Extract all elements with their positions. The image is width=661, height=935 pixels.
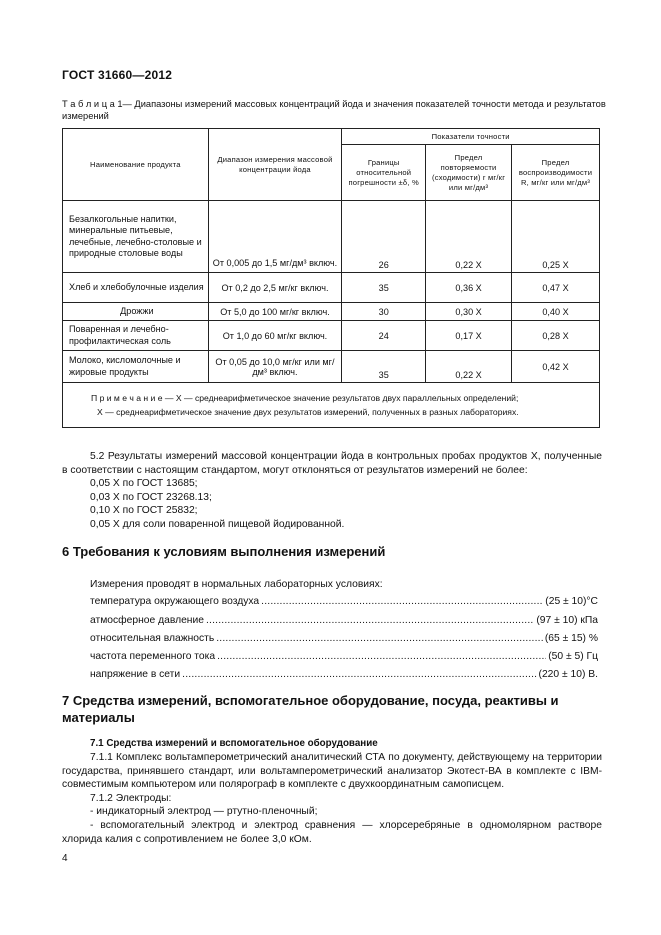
cell-range: От 1,0 до 60 мг/кг включ. xyxy=(208,321,342,351)
note-line-2: X — среднеарифметическое значение двух результатов измерений, полученных в разных лабораториях. xyxy=(97,407,519,417)
condition-label: атмосферное давление xyxy=(90,615,204,626)
condition-label: частота переменного тока xyxy=(90,651,216,662)
header-bounds: Границы относительной погрешности ±δ, % xyxy=(342,145,426,201)
cell-product: Молоко, кисломолочные и жировые продукты xyxy=(63,351,209,383)
section-7-heading: 7 Средства измерений, вспомогательное оборудование, посуда, реактивы и материалы xyxy=(62,693,559,725)
condition-row xyxy=(90,651,598,662)
cell-reproducibility: 0,40 X xyxy=(512,303,600,321)
cell-range: От 0,05 до 10,0 мг/кг или мг/дм³ включ. xyxy=(208,351,342,383)
header-reproducibility: Предел воспроизводимости R, мг/кг или мг/дм³ xyxy=(512,145,600,201)
cell-reproducibility: 0,25 X xyxy=(512,201,600,273)
table-row xyxy=(63,321,600,351)
cell-bounds: 26 xyxy=(342,201,426,273)
condition-row xyxy=(90,669,598,680)
cell-bounds: 24 xyxy=(342,321,426,351)
condition-value: (97 ± 10) кПа xyxy=(536,615,598,626)
cell-range: От 0,005 до 1,5 мг/дм³ включ. xyxy=(208,201,342,273)
header-product: Наименование продукта xyxy=(63,129,209,201)
paragraph-5-2: 5.2 Результаты измерений массовой концентрации йода в контрольных пробах продуктов X, полученные в соответствии с настоящим стандартом, могут отклоняться от результатов измерений не более: xyxy=(62,451,602,476)
condition-row xyxy=(90,633,598,644)
cell-reproducibility: 0,28 X xyxy=(512,321,600,351)
header-repeatability: Предел повторяемости (сходимости) r мг/кг или мг/дм³ xyxy=(426,145,512,201)
condition-value: (220 ± 10) В. xyxy=(538,669,598,680)
cell-product: Поваренная и лечебно-профилактическая соль xyxy=(63,321,209,351)
header-accuracy-group: Показатели точности xyxy=(342,129,600,145)
cell-repeatability: 0,17 X xyxy=(426,321,512,351)
cell-bounds: 35 xyxy=(342,273,426,303)
accuracy-table xyxy=(62,128,600,428)
cell-bounds: 30 xyxy=(342,303,426,321)
condition-row xyxy=(90,596,598,607)
list-item: - индикаторный электрод — ртутно-пленочный; xyxy=(90,806,318,817)
list-item: 0,03 X по ГОСТ 23268.13; xyxy=(90,492,212,503)
condition-value: (25 ± 10)°С xyxy=(545,596,598,607)
cell-product: Хлеб и хлебобулочные изделия xyxy=(63,273,209,303)
paragraph-7-1-1: 7.1.1 Комплекс вольтамперометрический аналитический СТА по документу, действующему на территории государства, принявшего стандарт, или вольтамперометрический анализатор Экотест-ВА в комплекте с IBM-совместимым компьютером или полярограф в комплекте с двухкоординатным самописцем. xyxy=(62,752,602,790)
paragraph-7-1-2: 7.1.2 Электроды: xyxy=(90,793,172,804)
table-row xyxy=(63,273,600,303)
condition-label: напряжение в сети xyxy=(90,669,181,680)
table-caption: Т а б л и ц а 1— Диапазоны измерений массовых концентраций йода и значения показателей точности метода и результатов измерений xyxy=(62,99,606,121)
condition-label: температура окружающего воздуха xyxy=(90,596,260,607)
cell-reproducibility: 0,42 X xyxy=(512,351,600,383)
table-row xyxy=(63,201,600,273)
list-item: 0,10 X по ГОСТ 25832; xyxy=(90,505,198,516)
cell-range: От 0,2 до 2,5 мг/кг включ. xyxy=(208,273,342,303)
document-header: ГОСТ 31660—2012 xyxy=(62,68,173,82)
condition-row xyxy=(90,615,598,626)
section-6-intro: Измерения проводят в нормальных лабораторных условиях: xyxy=(90,579,383,590)
header-range: Диапазон измерения массовой концентрации йода xyxy=(208,129,342,201)
condition-value: (50 ± 5) Гц xyxy=(548,651,598,662)
list-item: 0,05 X по ГОСТ 13685; xyxy=(90,478,198,489)
list-item: 0,05 X для соли поваренной пищевой йодированной. xyxy=(90,519,345,530)
note-line-1: П р и м е ч а н и е — X — среднеарифметическое значение результатов двух параллельных определений; xyxy=(91,393,519,403)
cell-repeatability: 0,22 X xyxy=(426,351,512,383)
section-7-1-heading: 7.1 Средства измерений и вспомогательное оборудование xyxy=(90,738,378,749)
cell-repeatability: 0,36 X xyxy=(426,273,512,303)
cell-reproducibility: 0,47 X xyxy=(512,273,600,303)
cell-product: Безалкогольные напитки, минеральные питьевые, лечебные, лечебно-столовые и природные столовые воды xyxy=(63,201,209,273)
table-note xyxy=(63,383,600,428)
cell-repeatability: 0,22 X xyxy=(426,201,512,273)
condition-label: относительная влажность xyxy=(90,633,215,644)
cell-repeatability: 0,30 X xyxy=(426,303,512,321)
cell-range: От 5,0 до 100 мг/кг включ. xyxy=(208,303,342,321)
condition-value: (65 ± 15) % xyxy=(544,633,598,644)
page-number: 4 xyxy=(62,853,68,864)
table-row xyxy=(63,303,600,321)
table-row xyxy=(63,351,600,383)
list-item: - вспомогательный электрод и электрод сравнения — хлорсеребряные в одномолярном растворе хлорида калия с сопротивлением не более 3,0 кОм. xyxy=(62,820,602,845)
cell-bounds: 35 xyxy=(342,351,426,383)
cell-product: Дрожжи xyxy=(63,303,209,321)
section-6-heading: 6 Требования к условиям выполнения измерений xyxy=(62,544,386,559)
